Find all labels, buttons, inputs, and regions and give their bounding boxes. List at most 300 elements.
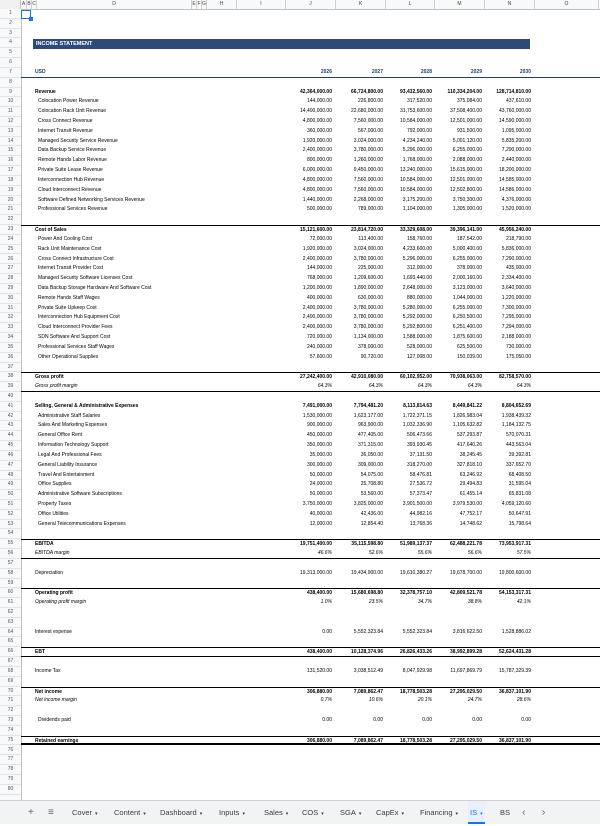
value-cell[interactable]: 3,024,000.00: [353, 245, 383, 252]
value-cell[interactable]: 240,000.00: [306, 343, 332, 350]
tab-dropdown-icon[interactable]: ▾: [242, 811, 245, 817]
value-cell[interactable]: 19,800,600.00: [499, 569, 531, 576]
value-cell[interactable]: 144,000.00: [306, 265, 332, 272]
value-cell[interactable]: 127,008.00: [406, 353, 432, 360]
value-cell[interactable]: 73,953,917.31: [499, 541, 531, 548]
column-header-d[interactable]: D: [37, 0, 192, 9]
tab-dropdown-icon[interactable]: ▾: [455, 811, 459, 817]
row-header[interactable]: 56: [0, 549, 21, 559]
value-cell[interactable]: 15,787,329.39: [499, 667, 531, 674]
value-cell[interactable]: 39,392.81: [508, 451, 531, 458]
row-label[interactable]: Interconnection Hub Revenue: [38, 176, 105, 183]
value-cell[interactable]: 23,814,720.00: [351, 227, 383, 234]
value-cell[interactable]: 38,992,899.28: [450, 649, 482, 656]
value-cell[interactable]: 0.00: [373, 717, 383, 724]
row-label[interactable]: Professional Services Staff Wages: [38, 343, 115, 350]
row-header[interactable]: 52: [0, 510, 21, 520]
value-cell[interactable]: 36,837,101.90: [499, 737, 531, 744]
column-header-b[interactable]: B: [27, 1, 31, 7]
value-cell[interactable]: 931,500.00: [456, 127, 482, 134]
value-cell[interactable]: 56.6%: [467, 550, 482, 557]
row-label[interactable]: Information Technology Support: [38, 442, 109, 449]
value-cell[interactable]: 2029: [470, 68, 482, 75]
value-cell[interactable]: 4,376,000.00: [501, 196, 531, 203]
row-label[interactable]: General Liability Insurance: [38, 461, 98, 468]
row-header[interactable]: 62: [0, 608, 21, 618]
all-sheets-menu-icon[interactable]: ≡: [48, 807, 54, 818]
value-cell[interactable]: 1,722,371.15: [402, 412, 432, 419]
row-header[interactable]: 76: [0, 746, 21, 756]
value-cell[interactable]: 45,956,240.00: [499, 227, 531, 234]
value-cell[interactable]: 36,837,101.90: [499, 688, 531, 695]
value-cell[interactable]: 110,334,204.00: [447, 88, 482, 95]
value-cell[interactable]: 70,938,063.00: [450, 374, 482, 381]
value-cell[interactable]: 54,153,317.31: [499, 590, 531, 597]
value-cell[interactable]: 1,693,440.00: [402, 275, 432, 282]
column-header-n[interactable]: N: [485, 0, 535, 9]
row-header[interactable]: 37: [0, 363, 21, 373]
value-cell[interactable]: 8,047,929.98: [402, 667, 432, 674]
row-header[interactable]: 3: [0, 29, 21, 39]
value-cell[interactable]: 40,000.00: [309, 510, 332, 517]
value-cell[interactable]: 50,000.00: [309, 471, 332, 478]
value-cell[interactable]: 1,260,000.00: [353, 157, 383, 164]
value-cell[interactable]: 435,000.00: [505, 265, 531, 272]
value-cell[interactable]: 3,640,000.00: [501, 284, 531, 291]
value-cell[interactable]: 7,295,000.00: [501, 314, 531, 321]
row-header[interactable]: 58: [0, 569, 21, 579]
value-cell[interactable]: 113,400.00: [358, 235, 383, 242]
value-cell[interactable]: 12,501,000.00: [450, 176, 482, 183]
row-label[interactable]: Cross Connect Infrastructure Cost: [38, 255, 114, 262]
value-cell[interactable]: 14,400,000.00: [300, 108, 332, 115]
value-cell[interactable]: 65,831.08: [508, 491, 531, 498]
row-header[interactable]: 35: [0, 343, 21, 353]
row-header[interactable]: 78: [0, 765, 21, 775]
value-cell[interactable]: 64.3%: [467, 383, 482, 390]
value-cell[interactable]: 62,488,221.78: [450, 541, 482, 548]
value-cell[interactable]: 2,268,000.00: [353, 196, 383, 203]
value-cell[interactable]: 14,586,000.00: [499, 186, 531, 193]
value-cell[interactable]: 15,798.64: [508, 520, 531, 527]
value-cell[interactable]: 82,758,570.00: [499, 374, 531, 381]
value-cell[interactable]: 720,000.00: [306, 334, 332, 341]
tab-dropdown-icon[interactable]: ▾: [401, 811, 405, 817]
value-cell[interactable]: 438,400.00: [306, 649, 332, 656]
row-label[interactable]: USD: [35, 68, 46, 75]
row-header[interactable]: 18: [0, 176, 21, 186]
value-cell[interactable]: 309,000.00: [357, 461, 383, 468]
value-cell[interactable]: 1,305,000.00: [452, 206, 482, 213]
value-cell[interactable]: 25,708.80: [360, 481, 383, 488]
value-cell[interactable]: 528,000.00: [406, 343, 432, 350]
value-cell[interactable]: 33,329,608.00: [400, 227, 432, 234]
value-cell[interactable]: 9,450,000.00: [353, 167, 383, 174]
value-cell[interactable]: 6,255,000.00: [452, 304, 482, 311]
value-cell[interactable]: 7,089,862.47: [353, 737, 383, 744]
value-cell[interactable]: 3,038,512.49: [353, 667, 383, 674]
value-cell[interactable]: 1,209,600.00: [353, 275, 383, 282]
selected-cell[interactable]: [21, 10, 31, 19]
row-label[interactable]: Internet Transit Revenue: [38, 127, 93, 134]
row-label[interactable]: SDN Software And Support Cost: [38, 334, 111, 341]
value-cell[interactable]: 225,000.00: [357, 265, 383, 272]
value-cell[interactable]: 318,270.00: [406, 461, 432, 468]
row-label[interactable]: Administrative Staff Salaries: [38, 412, 101, 419]
value-cell[interactable]: 3,750,000.00: [302, 501, 332, 507]
value-cell[interactable]: 4,800,000.00: [302, 186, 332, 193]
value-cell[interactable]: 42.1%: [516, 599, 531, 606]
value-cell[interactable]: 12,000.00: [309, 520, 332, 527]
row-header[interactable]: 55: [0, 539, 21, 549]
row-label[interactable]: Internet Transit Provider Cost: [38, 265, 104, 272]
value-cell[interactable]: 42,364,000.00: [300, 88, 332, 95]
value-cell[interactable]: 3,024,000.00: [353, 137, 383, 144]
value-cell[interactable]: 15,680,698.80: [351, 590, 383, 597]
sheet-tab-financing[interactable]: [418, 801, 460, 824]
value-cell[interactable]: 66,724,800.00: [351, 88, 383, 95]
value-cell[interactable]: 35,115,598.80: [351, 541, 383, 548]
row-label[interactable]: Managed Security Software Licenses Cost: [38, 275, 133, 282]
value-cell[interactable]: 1.0%: [320, 599, 332, 606]
value-cell[interactable]: 31,595.04: [508, 481, 531, 488]
value-cell[interactable]: 537,293.87: [456, 432, 482, 439]
row-label[interactable]: Property Taxes: [38, 501, 72, 507]
value-cell[interactable]: 1,938,439.32: [501, 412, 531, 419]
value-cell[interactable]: 5,552,323.84: [402, 628, 432, 635]
value-cell[interactable]: 880,000.00: [406, 294, 432, 301]
value-cell[interactable]: 38.8%: [467, 599, 482, 606]
value-cell[interactable]: 20.1%: [417, 697, 432, 704]
value-cell[interactable]: 2,400,000.00: [302, 147, 332, 154]
row-label[interactable]: Income Tax: [35, 667, 61, 674]
row-header[interactable]: 40: [0, 392, 21, 402]
value-cell[interactable]: 0.7%: [320, 697, 332, 704]
sheet-tab-is[interactable]: [468, 801, 485, 824]
value-cell[interactable]: 10,128,374.96: [351, 649, 383, 656]
value-cell[interactable]: 792,000.00: [406, 127, 432, 134]
row-header[interactable]: 28: [0, 274, 21, 284]
value-cell[interactable]: 506,473.66: [406, 432, 432, 439]
value-cell[interactable]: 22,680,000.00: [351, 108, 383, 115]
value-cell[interactable]: 3,780,000.00: [353, 324, 383, 331]
value-cell[interactable]: 8,449,841.22: [452, 402, 482, 409]
value-cell[interactable]: 19,434,900.00: [351, 569, 383, 576]
row-header[interactable]: 42: [0, 412, 21, 422]
value-cell[interactable]: 64.3%: [516, 383, 531, 390]
value-cell[interactable]: 5,001,120.00: [452, 137, 482, 144]
value-cell[interactable]: 144,000.00: [306, 98, 332, 105]
value-cell[interactable]: 6,255,000.00: [452, 255, 482, 262]
row-label[interactable]: Cloud Interconnect Provider Fees: [38, 324, 113, 331]
value-cell[interactable]: 625,500.00: [456, 343, 482, 350]
row-header[interactable]: 4: [0, 38, 21, 48]
sheet-tab-capex[interactable]: [374, 801, 406, 824]
value-cell[interactable]: 34.7%: [417, 599, 432, 606]
value-cell[interactable]: 1,528,886.02: [501, 628, 531, 635]
sheet-tab-sga[interactable]: [338, 801, 363, 824]
row-header[interactable]: 45: [0, 441, 21, 451]
value-cell[interactable]: 58,476.81: [409, 471, 432, 478]
tab-dropdown-icon[interactable]: ▾: [285, 811, 289, 817]
value-cell[interactable]: 10.6%: [368, 697, 383, 704]
row-header[interactable]: 5: [0, 48, 21, 58]
value-cell[interactable]: 3,979,530.00: [452, 501, 482, 507]
value-cell[interactable]: 29,494.83: [459, 481, 482, 488]
row-label[interactable]: Depreciation: [35, 569, 64, 576]
column-header-a[interactable]: A: [21, 1, 26, 7]
value-cell[interactable]: 51,989,137.37: [400, 541, 432, 548]
value-cell[interactable]: 37,508,400.00: [450, 108, 482, 115]
value-cell[interactable]: 55.6%: [417, 550, 432, 557]
value-cell[interactable]: 150,039.00: [456, 353, 482, 360]
value-cell[interactable]: 5,552,323.84: [353, 628, 383, 635]
value-cell[interactable]: 2,400,000.00: [302, 304, 332, 311]
value-cell[interactable]: 131,520.00: [306, 667, 332, 674]
value-cell[interactable]: 14,748.62: [459, 520, 482, 527]
value-cell[interactable]: 42,809,521.78: [450, 590, 482, 597]
value-cell[interactable]: 1,826,983.04: [452, 412, 482, 419]
row-label[interactable]: Cost of Sales: [35, 227, 67, 234]
column-header-i[interactable]: I: [237, 0, 286, 9]
row-header[interactable]: 66: [0, 647, 21, 657]
row-header[interactable]: 43: [0, 421, 21, 431]
row-header[interactable]: 8: [0, 78, 21, 88]
value-cell[interactable]: 4,800,000.00: [302, 176, 332, 183]
value-cell[interactable]: 36,050.00: [360, 451, 383, 458]
value-cell[interactable]: 8,804,652.69: [501, 402, 531, 409]
row-label[interactable]: Cross Connect Revenue: [38, 118, 93, 125]
value-cell[interactable]: 27,295,029.50: [450, 737, 482, 744]
value-cell[interactable]: 53,560.00: [360, 491, 383, 498]
row-label[interactable]: Operating profit margin: [35, 599, 87, 606]
value-cell[interactable]: 6,251,400.00: [452, 324, 482, 331]
value-cell[interactable]: 35,000.00: [309, 451, 332, 458]
value-cell[interactable]: 3,816,622.50: [452, 628, 482, 635]
value-cell[interactable]: 317,520.00: [406, 98, 432, 105]
value-cell[interactable]: 10,584,000.00: [400, 176, 432, 183]
value-cell[interactable]: 5,280,000.00: [402, 304, 432, 311]
row-label[interactable]: EBITDA: [35, 541, 54, 548]
row-header[interactable]: 24: [0, 235, 21, 245]
value-cell[interactable]: 11,697,869.79: [450, 667, 482, 674]
value-cell[interactable]: 1,875,600.00: [452, 334, 482, 341]
value-cell[interactable]: 57.5%: [516, 550, 531, 557]
row-label[interactable]: Legal And Professional Fees: [38, 451, 102, 458]
row-header[interactable]: 12: [0, 117, 21, 127]
value-cell[interactable]: 6,255,000.00: [452, 147, 482, 154]
value-cell[interactable]: 7,300,000.00: [501, 304, 531, 311]
row-label[interactable]: Retained earnings: [35, 737, 79, 744]
value-cell[interactable]: 3,123,000.00: [452, 284, 482, 291]
value-cell[interactable]: 64.3%: [368, 383, 383, 390]
value-cell[interactable]: 0.00: [322, 628, 332, 635]
row-header[interactable]: 73: [0, 716, 21, 726]
sheet-tab-bs[interactable]: [498, 801, 512, 824]
row-header[interactable]: 48: [0, 471, 21, 481]
row-header[interactable]: 2: [0, 19, 21, 29]
row-label[interactable]: Sales And Marketing Expenses: [38, 422, 108, 429]
row-label[interactable]: Remote Hands Labor Revenue: [38, 157, 107, 164]
value-cell[interactable]: 1,184,132.75: [501, 422, 531, 429]
sheet-tab-cos[interactable]: [300, 801, 326, 824]
row-header[interactable]: 23: [0, 225, 21, 235]
value-cell[interactable]: 5,835,200.00: [501, 137, 531, 144]
row-label[interactable]: Colocation Rack Unit Revenue: [38, 108, 107, 115]
value-cell[interactable]: 443,563.04: [505, 442, 531, 449]
scroll-tabs-left-icon[interactable]: ‹: [522, 807, 526, 818]
row-header[interactable]: 79: [0, 775, 21, 785]
row-label[interactable]: Data Backup Service Revenue: [38, 147, 107, 154]
value-cell[interactable]: 7,560,000.00: [353, 176, 383, 183]
column-header-h[interactable]: H: [207, 0, 237, 9]
column-header-g[interactable]: G: [202, 1, 206, 7]
tab-dropdown-icon[interactable]: ▾: [199, 811, 203, 817]
row-label[interactable]: Interest expense: [35, 628, 72, 635]
column-header-e[interactable]: E: [192, 1, 196, 7]
value-cell[interactable]: 2,440,000.00: [501, 157, 531, 164]
row-header[interactable]: 74: [0, 726, 21, 736]
value-cell[interactable]: 19,610,380.27: [400, 569, 432, 576]
column-header-f[interactable]: F: [197, 1, 201, 7]
value-cell[interactable]: 1,920,000.00: [302, 137, 332, 144]
value-cell[interactable]: 1,520,000.00: [501, 206, 531, 213]
value-cell[interactable]: 2,188,000.00: [501, 334, 531, 341]
value-cell[interactable]: 963,900.00: [357, 422, 383, 429]
row-header[interactable]: 53: [0, 520, 21, 530]
tab-dropdown-icon[interactable]: ▾: [358, 811, 362, 817]
row-label[interactable]: Office Utilities: [38, 510, 69, 517]
row-header[interactable]: 9: [0, 88, 21, 98]
value-cell[interactable]: 24,000.00: [309, 481, 332, 488]
value-cell[interactable]: 50,000.00: [309, 491, 332, 498]
value-cell[interactable]: 39,396,141.00: [450, 227, 482, 234]
value-cell[interactable]: 28.6%: [516, 697, 531, 704]
value-cell[interactable]: 350,000.00: [306, 442, 332, 449]
value-cell[interactable]: 6,000,000.00: [302, 167, 332, 174]
row-header[interactable]: 16: [0, 156, 21, 166]
value-cell[interactable]: 10,584,000.00: [400, 186, 432, 193]
value-cell[interactable]: 7,089,862.47: [353, 688, 383, 695]
row-header[interactable]: 38: [0, 372, 21, 382]
value-cell[interactable]: 400,000.00: [306, 294, 332, 301]
value-cell[interactable]: 50,647.91: [508, 510, 531, 517]
row-header[interactable]: 19: [0, 186, 21, 196]
row-header[interactable]: 54: [0, 529, 21, 539]
value-cell[interactable]: 500,000.00: [306, 206, 332, 213]
value-cell[interactable]: 477,405.00: [357, 432, 383, 439]
value-cell[interactable]: 15,615,000.00: [450, 167, 482, 174]
value-cell[interactable]: 64.3%: [417, 383, 432, 390]
value-cell[interactable]: 19,678,700.00: [450, 569, 482, 576]
value-cell[interactable]: 2027: [371, 68, 383, 75]
row-header[interactable]: 25: [0, 245, 21, 255]
value-cell[interactable]: 54,075.00: [360, 471, 383, 478]
value-cell[interactable]: 300,000.00: [306, 461, 332, 468]
row-label[interactable]: Dividends paid: [38, 717, 71, 724]
row-header[interactable]: 36: [0, 353, 21, 363]
row-label[interactable]: EBT: [35, 649, 45, 656]
row-label[interactable]: EBITDA margin: [35, 550, 70, 557]
value-cell[interactable]: 57,600.00: [309, 353, 332, 360]
row-header[interactable]: 33: [0, 323, 21, 333]
row-label[interactable]: Gross profit: [35, 374, 64, 381]
value-cell[interactable]: 0.00: [521, 717, 531, 724]
value-cell[interactable]: 0.00: [322, 717, 332, 724]
value-cell[interactable]: 218,790.00: [505, 235, 531, 242]
row-header[interactable]: 29: [0, 284, 21, 294]
row-label[interactable]: Office Supplies: [38, 481, 72, 488]
value-cell[interactable]: 2028: [420, 68, 432, 75]
row-header[interactable]: 69: [0, 677, 21, 687]
value-cell[interactable]: 60,102,952.00: [400, 374, 432, 381]
value-cell[interactable]: 7,491,000.00: [302, 402, 332, 409]
value-cell[interactable]: 1,623,177.00: [353, 412, 383, 419]
row-header[interactable]: 80: [0, 785, 21, 795]
value-cell[interactable]: 38,245.45: [459, 451, 482, 458]
value-cell[interactable]: 93,432,560.00: [400, 88, 432, 95]
value-cell[interactable]: 5,292,800.00: [402, 324, 432, 331]
value-cell[interactable]: 450,000.00: [306, 432, 332, 439]
row-label[interactable]: Net income: [35, 688, 62, 695]
row-label[interactable]: Travel And Entertainment: [38, 471, 95, 478]
value-cell[interactable]: 1,920,000.00: [302, 245, 332, 252]
value-cell[interactable]: 337,652.70: [505, 461, 531, 468]
row-header[interactable]: 57: [0, 559, 21, 569]
value-cell[interactable]: 52.6%: [368, 550, 383, 557]
value-cell[interactable]: 5,000,400.00: [452, 245, 482, 252]
row-label[interactable]: Professional Services Revenue: [38, 206, 108, 213]
value-cell[interactable]: 14,590,000.00: [499, 118, 531, 125]
value-cell[interactable]: 187,542.00: [456, 235, 482, 242]
value-cell[interactable]: 13,240,000.00: [400, 167, 432, 174]
row-header[interactable]: 31: [0, 304, 21, 314]
value-cell[interactable]: 1,530,000.00: [302, 412, 332, 419]
value-cell[interactable]: 27,536.72: [409, 481, 432, 488]
row-header[interactable]: 21: [0, 205, 21, 215]
row-header[interactable]: 17: [0, 166, 21, 176]
value-cell[interactable]: 630,000.00: [357, 294, 383, 301]
value-cell[interactable]: 393,930.45: [406, 442, 432, 449]
row-header[interactable]: 71: [0, 696, 21, 706]
value-cell[interactable]: 437,610.00: [505, 98, 531, 105]
value-cell[interactable]: 13,768.36: [409, 520, 432, 527]
sheet-tab-inputs[interactable]: [217, 801, 247, 824]
value-cell[interactable]: 3,750,300.00: [452, 196, 482, 203]
select-all-corner[interactable]: [0, 0, 21, 9]
row-label[interactable]: Administrative Software Subscriptions: [38, 491, 122, 498]
value-cell[interactable]: 19,313,000.00: [300, 569, 332, 576]
value-cell[interactable]: 2030: [519, 68, 531, 75]
row-header[interactable]: 34: [0, 333, 21, 343]
value-cell[interactable]: 1,044,000.00: [452, 294, 482, 301]
row-header[interactable]: 68: [0, 667, 21, 677]
row-header[interactable]: 60: [0, 588, 21, 598]
value-cell[interactable]: 47,752.17: [459, 510, 482, 517]
value-cell[interactable]: 1,588,000.00: [402, 334, 432, 341]
value-cell[interactable]: 3,780,000.00: [353, 314, 383, 321]
row-label[interactable]: Interconnection Hub Equipment Cost: [38, 314, 120, 321]
value-cell[interactable]: 18,778,503.28: [400, 688, 432, 695]
value-cell[interactable]: 52,624,431.28: [499, 649, 531, 656]
row-header[interactable]: 65: [0, 637, 21, 647]
scroll-tabs-right-icon[interactable]: ›: [542, 807, 546, 818]
row-label[interactable]: Private Suite Upkeep Cost: [38, 304, 97, 311]
row-header[interactable]: 64: [0, 628, 21, 638]
value-cell[interactable]: 8,113,814.63: [403, 402, 432, 409]
tab-dropdown-icon[interactable]: ▾: [321, 811, 324, 817]
value-cell[interactable]: 68,408.50: [508, 471, 531, 478]
